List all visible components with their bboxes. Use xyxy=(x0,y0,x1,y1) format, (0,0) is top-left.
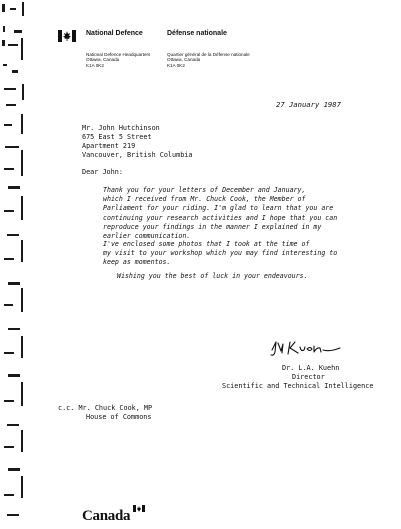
cc-line: House of Commons xyxy=(86,413,152,421)
recipient-line: Mr. John Hutchinson xyxy=(82,124,160,132)
body-line: Wishing you the best of luck in your endeavours. xyxy=(117,272,308,280)
body-line: which I received from Mr. Chuck Cook, the Member of xyxy=(103,195,306,204)
body-paragraph-2 xyxy=(103,240,337,268)
signer-organization: Scientific and Technical Intelligence xyxy=(222,382,374,390)
letterhead-english-line: Ottawa, Canada xyxy=(86,57,120,63)
letterhead-french-address xyxy=(167,52,250,68)
letterhead-french-line: Quartier général de la Défense nationale xyxy=(167,52,250,57)
signer-block xyxy=(222,364,374,391)
carbon-copy xyxy=(58,404,152,422)
body-line: reproduce your findings in the manner I explained in my xyxy=(103,222,322,231)
body-line: continuing your research activities and I hope that you can xyxy=(103,213,338,222)
recipient-line: 675 East 5 Street xyxy=(82,133,152,141)
cc-line: c.c. Mr. Chuck Cook, MP xyxy=(58,404,153,412)
body-line: my visit to your workshop which you may find interesting to xyxy=(103,249,338,258)
signer-name: Dr. L.A. Kuehn xyxy=(282,364,340,372)
canada-flag-icon xyxy=(58,30,76,42)
letterhead-english-address xyxy=(86,52,150,68)
letterhead-french-title: Défense nationale xyxy=(167,30,227,37)
signer-title: Director xyxy=(292,373,325,381)
wordmark-flag-icon xyxy=(133,505,145,512)
handwritten-signature xyxy=(268,338,344,358)
letterhead-english-title: National Defence xyxy=(86,30,143,37)
salutation: Dear John: xyxy=(82,168,123,176)
body-paragraph-1 xyxy=(103,186,337,241)
letter-date: 27 January 1987 xyxy=(276,100,341,109)
body-line: Parliament for your riding. I'm glad to learn that you are xyxy=(103,204,334,213)
recipient-address xyxy=(82,124,193,160)
body-line: earlier communication. xyxy=(103,232,191,241)
body-line: I've enclosed some photos that I took at the time of xyxy=(103,240,310,248)
body-line: keep as momentos. xyxy=(103,258,171,267)
letterhead-english-line: K1A 0K2 xyxy=(86,62,104,68)
recipient-line: Apartment 219 xyxy=(82,142,136,150)
canada-wordmark: Canada xyxy=(82,508,131,524)
body-line: Thank you for your letters of December and January, xyxy=(103,186,306,194)
scan-margin-marks xyxy=(0,0,30,529)
body-paragraph-3 xyxy=(117,272,308,281)
letterhead-english-line: National Defence Headquarters xyxy=(86,52,151,57)
letterhead-french-line: Ottawa, Canada xyxy=(167,57,201,63)
recipient-line: Vancouver, British Columbia xyxy=(82,151,193,159)
letterhead-french-line: K1A 0K2 xyxy=(167,62,185,68)
